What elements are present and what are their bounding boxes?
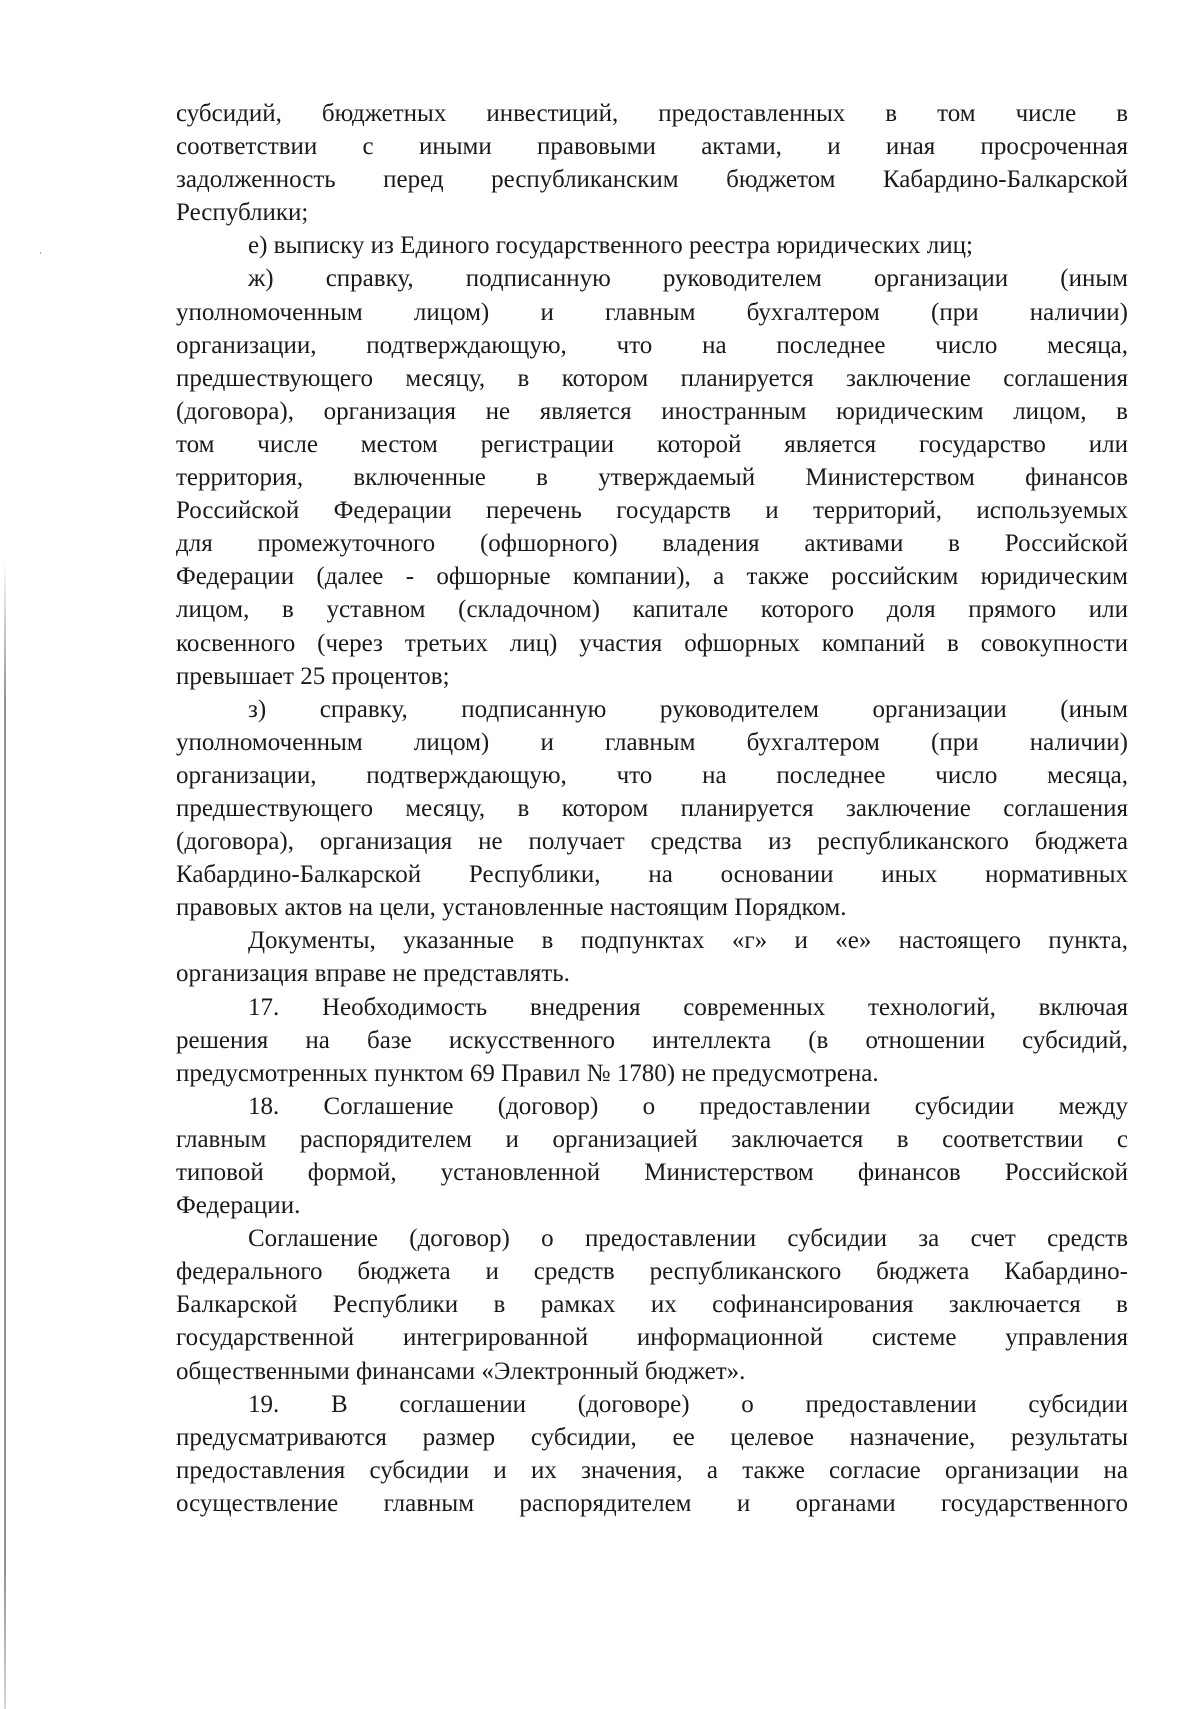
document-text-line: решения на базе искусственного интеллекта (в отношении субсидий, <box>176 1026 1128 1054</box>
document-text-line: (договора), организация не является иностранным юридическим лицом, в <box>176 397 1128 425</box>
document-text-line: (договора), организация не получает средства из республиканского бюджета <box>176 828 1128 856</box>
document-text-line: 19. В соглашении (договоре) о предоставлении субсидии <box>248 1390 1128 1418</box>
document-text-line: е) выписку из Единого государственного реестра юридических лиц; <box>248 232 973 260</box>
document-text-line: косвенного (через третьих лиц) участия офшорных компаний в совокупности <box>176 629 1128 657</box>
document-text-line: лицом, в уставном (складочном) капитале которого доля прямого или <box>176 596 1128 624</box>
document-text-line: правовых актов на цели, установленные настоящим Порядком. <box>176 894 847 922</box>
document-text-line: типовой формой, установленной Министерством финансов Российской <box>176 1159 1128 1186</box>
document-text-line: 17. Необходимость внедрения современных технологий, включая <box>248 993 1128 1021</box>
scan-edge-mark <box>4 560 6 1709</box>
document-text-line: общественными финансами «Электронный бюджет». <box>176 1357 746 1385</box>
document-text-line: осуществление главным распорядителем и органами государственного <box>176 1489 1128 1517</box>
document-text-line: территория, включенные в утверждаемый Министерством финансов <box>176 464 1128 492</box>
document-text-line: субсидий, бюджетных инвестиций, предоставленных в том числе в <box>176 100 1128 127</box>
document-text-line: Федерации (далее - офшорные компании), а также российским юридическим <box>176 563 1128 591</box>
document-text-line: предшествующего месяцу, в котором планируется заключение соглашения <box>176 364 1128 392</box>
document-text-line: государственной интегрированной информационной системе управления <box>176 1324 1128 1352</box>
document-text-line: соответствии с иными правовыми актами, и иная просроченная <box>176 133 1128 161</box>
document-text-line: Балкарской Республики в рамках их софинансирования заключается в <box>176 1291 1128 1319</box>
document-text-line: 18. Соглашение (договор) о предоставлении субсидии между <box>248 1092 1128 1120</box>
document-text-line: Соглашение (договор) о предоставлении субсидии за счет средств <box>248 1225 1128 1253</box>
scan-dust-mark <box>40 252 41 254</box>
document-text-line: предоставления субсидии и их значения, а также согласие организации на <box>176 1456 1128 1484</box>
document-text-line: ж) справку, подписанную руководителем организации (иным <box>248 265 1128 293</box>
document-text-line: уполномоченным лицом) и главным бухгалтером (при наличии) <box>176 728 1128 756</box>
document-text-line: Документы, указанные в подпунктах «г» и «е» настоящего пункта, <box>248 927 1128 955</box>
document-text-line: Российской Федерации перечень государств и территорий, используемых <box>176 497 1128 525</box>
document-text-line: организации, подтверждающую, что на последнее число месяца, <box>176 331 1128 359</box>
document-text-line: Кабардино-Балкарской Республики, на основании иных нормативных <box>176 861 1128 889</box>
document-text-line: уполномоченным лицом) и главным бухгалтером (при наличии) <box>176 298 1128 326</box>
document-text-line: задолженность перед республиканским бюджетом Кабардино-Балкарской <box>176 166 1128 194</box>
document-text-line: для промежуточного (офшорного) владения активами в Российской <box>176 530 1128 558</box>
document-text-line: предшествующего месяцу, в котором планируется заключение соглашения <box>176 794 1128 822</box>
document-text-line: предусматриваются размер субсидии, ее целевое назначение, результаты <box>176 1423 1128 1451</box>
document-text-line: том числе местом регистрации которой является государство или <box>176 430 1128 458</box>
document-text-line: з) справку, подписанную руководителем организации (иным <box>248 695 1128 723</box>
document-text-line: главным распорядителем и организацией заключается в соответствии с <box>176 1125 1128 1153</box>
document-text-line: федерального бюджета и средств республиканского бюджета Кабардино- <box>176 1258 1128 1286</box>
document-text-line: Республики; <box>176 199 309 227</box>
document-text-line: организация вправе не представлять. <box>176 960 570 988</box>
document-text-line: организации, подтверждающую, что на последнее число месяца, <box>176 761 1128 789</box>
document-text-line: превышает 25 процентов; <box>176 662 450 690</box>
document-text-line: предусмотренных пунктом 69 Правил № 1780) не предусмотрена. <box>176 1059 879 1087</box>
document-body <box>176 97 1128 1520</box>
document-text-line: Федерации. <box>176 1192 301 1220</box>
